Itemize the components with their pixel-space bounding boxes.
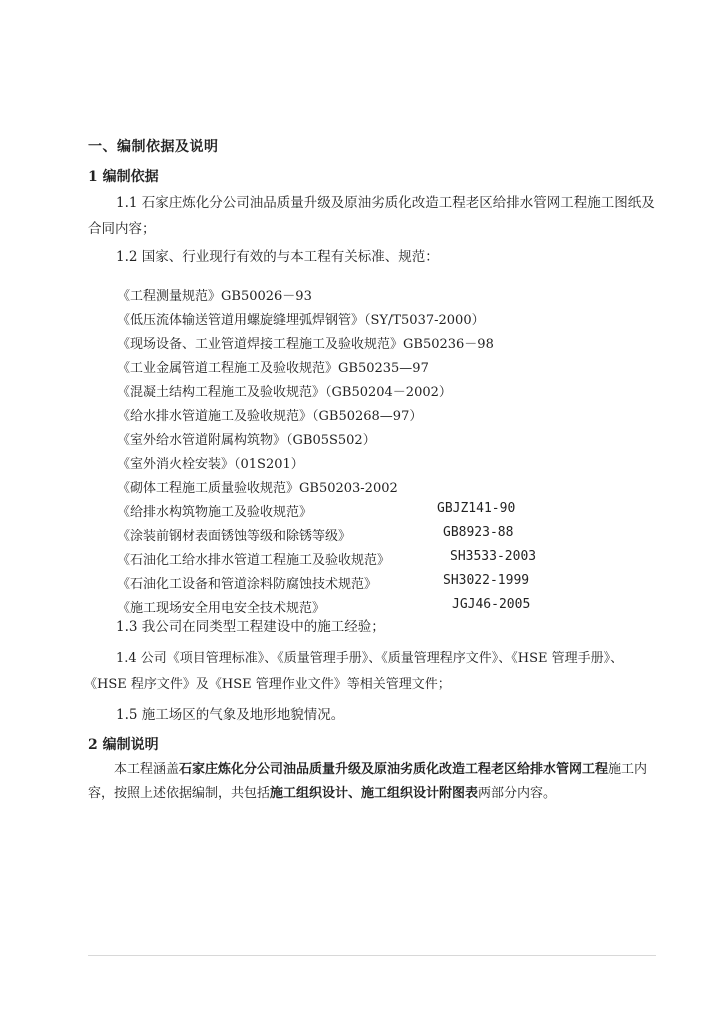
section-2-deliverables: 施工组织设计、施工组织设计附图表 (270, 786, 479, 801)
standard-item: 《室外消火栓安装》（01S201） (117, 457, 304, 472)
standard-code: GBJZ141-90 (437, 501, 516, 516)
standard-item: 《工程测量规范》GB50026－93 (117, 289, 312, 304)
section-1-title: 1 编制依据 (88, 169, 159, 185)
paragraph-1-4 (84, 646, 660, 698)
section-2-paragraph (88, 758, 668, 806)
standard-code: SH3533-2003 (450, 549, 537, 564)
standard-code: GB8923-88 (443, 525, 514, 540)
section-2-text-3: 两部分内容。 (478, 786, 557, 801)
paragraph-1-1 (88, 190, 660, 242)
standard-item: 《施工现场安全用电安全技术规范》 (117, 601, 326, 616)
footer-divider (88, 955, 656, 956)
standard-item: 《石油化工设备和管道涂料防腐蚀技术规范》 (117, 577, 378, 592)
paragraph-1-4-line-2: 《HSE 程序文件》及《HSE 管理作业文件》等相关管理文件； (84, 677, 451, 692)
paragraph-1-4-line-1: 1.4 公司《项目管理标准》、《质量管理手册》、《质量管理程序文件》、《HSE 管理手册》、 (116, 651, 624, 666)
section-2-text-2: 施工内容，按照上述依据编制，共包括 (88, 762, 648, 801)
standard-item: 《砌体工程施工质量验收规范》GB50203-2002 (117, 481, 398, 496)
paragraph-1-5-text: 1.5 施工场区的气象及地形地貌情况。 (116, 707, 345, 723)
standard-item: 《给水排水管道施工及验收规范》（GB50268—97） (117, 409, 423, 424)
standard-item: 《石油化工给水排水管道工程施工及验收规范》 (117, 553, 391, 568)
section-2-project-name: 石家庄炼化分公司油品质量升级及原油劣质化改造工程老区给排水管网工程 (179, 762, 609, 777)
paragraph-1-5 (88, 702, 660, 728)
section-2-text-1: 本工程涵盖 (114, 762, 180, 777)
standard-item: 《给排水构筑物施工及验收规范》 (117, 505, 313, 520)
standard-code: SH3022-1999 (443, 573, 530, 588)
paragraph-1-3-text: 1.3 我公司在同类型工程建设中的施工经验； (116, 619, 385, 635)
paragraph-1-3 (88, 614, 660, 640)
paragraph-1-1-text: 1.1 石家庄炼化分公司油品质量升级及原油劣质化改造工程老区给排水管网工程施工图纸及合同内容； (88, 195, 655, 237)
standard-item: 《室外给水管道附属构筑物》（GB05S502） (117, 433, 376, 448)
standard-item: 《工业金属管道工程施工及验收规范》GB50235—97 (117, 361, 429, 376)
paragraph-1-2-text: 1.2 国家、行业现行有效的与本工程有关标准、规范： (116, 249, 439, 265)
standard-item: 《现场设备、工业管道焊接工程施工及验收规范》GB50236－98 (117, 337, 494, 352)
standard-item: 《涂装前钢材表面锈蚀等级和除锈等级》 (117, 529, 352, 544)
section-2-title: 2 编制说明 (88, 737, 159, 753)
standard-code: JGJ46-2005 (452, 597, 531, 612)
heading-compilation-basis-and-notes: 一、编制依据及说明 (88, 139, 219, 155)
paragraph-1-2 (88, 244, 660, 270)
standard-item: 《低压流体输送管道用螺旋缝埋弧焊钢管》（SY/T5037-2000） (117, 313, 485, 328)
standard-item: 《混凝土结构工程施工及验收规范》（GB50204－2002） (117, 385, 452, 400)
